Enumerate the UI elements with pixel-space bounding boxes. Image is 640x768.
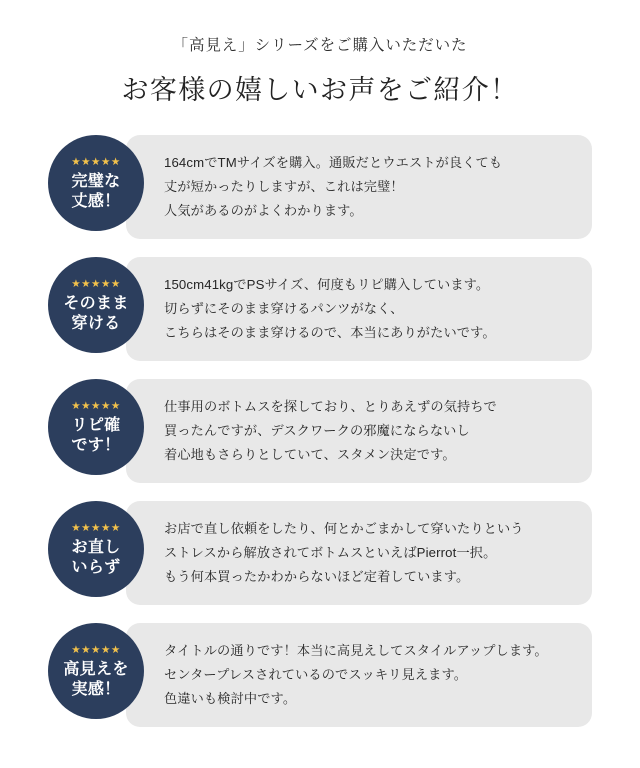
review-text-line: もう何本買ったかわからないほど定着しています。 xyxy=(164,568,470,584)
review-badge-label-line2: いらず xyxy=(71,558,121,576)
review-badge xyxy=(48,135,144,231)
review-text-line: 164cmでTMサイズを購入。通販だとウエストが良くても xyxy=(164,154,503,170)
review-badge-label xyxy=(63,660,128,699)
star-rating-icon: ★★★★★ xyxy=(71,521,121,534)
review-badge-label-line1: お直し xyxy=(71,539,121,557)
review-text-line: ストレスから解放されてボトムスといえばPierrot一択。 xyxy=(164,544,497,560)
list-item xyxy=(48,501,592,605)
review-badge xyxy=(48,623,144,719)
review-badge-label-line1: そのまま xyxy=(63,295,129,313)
review-text-bubble xyxy=(126,501,592,605)
review-text-bubble xyxy=(126,135,592,239)
star-rating-icon: ★★★★★ xyxy=(71,399,121,412)
review-badge-label xyxy=(72,538,121,577)
list-item xyxy=(48,379,592,483)
star-rating-icon: ★★★★★ xyxy=(71,155,121,168)
review-text-line: 丈が短かったりしますが、これは完璧！ xyxy=(164,178,404,194)
page-header xyxy=(48,0,592,107)
star-rating-icon: ★★★★★ xyxy=(71,643,121,656)
page-subtitle: 「高見え」シリーズをご購入いただいた xyxy=(172,37,468,54)
review-badge-label-line1: 完璧な xyxy=(71,173,121,191)
review-text-line: 切らずにそのまま穿けるパンツがなく、 xyxy=(164,300,404,316)
review-text-line: 仕事用のボトムスを探しており、とりあえずの気持ちで xyxy=(164,398,497,414)
review-badge-label-line2: 実感！ xyxy=(71,680,121,698)
review-text-bubble xyxy=(126,379,592,483)
review-text-line: こちらはそのまま穿けるので、本当にありがたいです。 xyxy=(164,324,496,340)
review-badge-label-line2: です！ xyxy=(71,436,121,454)
review-text-line: 150cm41kgでPSサイズ、何度もリピ購入しています。 xyxy=(164,276,490,292)
review-text-bubble xyxy=(126,623,592,727)
review-text-line: 着心地もさらりとしていて、スタメン決定です。 xyxy=(164,446,456,462)
review-text-line: お店で直し依頼をしたり、何とかごまかして穿いたりという xyxy=(164,520,524,536)
review-text-line: 色違いも検討中です。 xyxy=(164,691,297,707)
review-badge-label-line2: 穿ける xyxy=(71,314,121,332)
list-item xyxy=(48,257,592,361)
review-text-line: 人気があるのがよくわかります。 xyxy=(164,202,363,218)
review-badge-label-line1: 高見えを xyxy=(63,661,129,679)
review-badge xyxy=(48,501,144,597)
star-rating-icon: ★★★★★ xyxy=(71,277,121,290)
review-text-line: タイトルの通りです！本当に高見えしてスタイルアップします。 xyxy=(164,642,548,658)
review-badge xyxy=(48,257,144,353)
review-badge-label xyxy=(63,294,128,333)
review-badge-label xyxy=(72,416,121,455)
review-text-line: 買ったんですが、デスクワークの邪魔にならないし xyxy=(164,422,470,438)
review-badge-label-line2: 丈感！ xyxy=(71,192,121,210)
page-title: お客様の嬉しいお声をご紹介！ xyxy=(121,74,519,105)
review-list xyxy=(48,135,592,727)
review-badge-label-line1: リピ確 xyxy=(71,417,121,435)
review-badge xyxy=(48,379,144,475)
review-text-bubble xyxy=(126,257,592,361)
review-text-line: センタープレスされているのでスッキリ見えます。 xyxy=(164,667,468,682)
review-badge-label xyxy=(72,172,121,211)
list-item xyxy=(48,135,592,239)
list-item xyxy=(48,623,592,727)
